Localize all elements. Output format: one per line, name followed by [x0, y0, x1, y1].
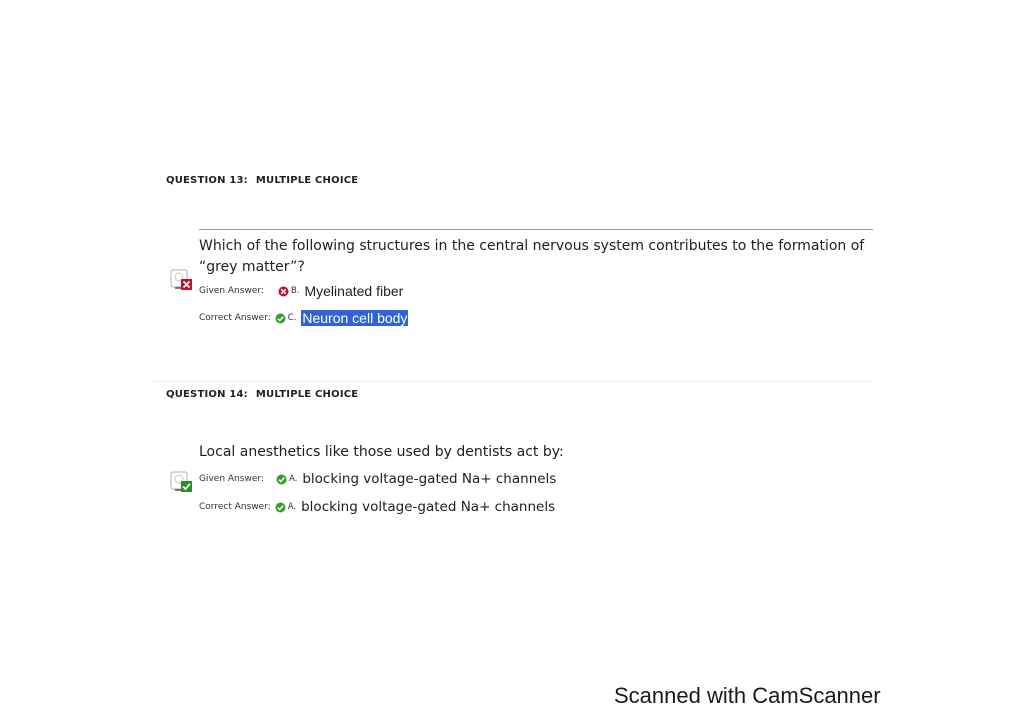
answer-letter: A.	[288, 474, 298, 484]
question-number: QUESTION 13:	[166, 175, 248, 186]
given-answer-choice: blocking voltage-gated Na+ channels	[302, 471, 557, 487]
answer-letter: C.	[287, 313, 297, 323]
incorrect-icon	[278, 286, 289, 297]
question-14-text: Local anesthetics like those used by dentists act by:	[199, 444, 564, 460]
given-answer-label: Given Answer:	[199, 474, 264, 484]
given-answer-row	[199, 283, 403, 299]
question-13-text: Which of the following structures in the central nervous system contributes to the formation of “grey matter”?	[199, 238, 865, 275]
correct-answer-row	[199, 310, 408, 326]
scanner-watermark: Scanned with CamScanner	[614, 683, 881, 708]
correct-answer-label: Correct Answer:	[199, 313, 271, 323]
question-13-header	[166, 175, 358, 186]
correct-answer-row	[199, 499, 555, 515]
question-number: QUESTION 14:	[166, 389, 248, 400]
correct-answer-label: Correct Answer:	[199, 502, 271, 512]
question-14-header	[166, 389, 358, 400]
check-icon	[275, 502, 286, 513]
check-icon	[276, 474, 287, 485]
correct-answer-choice[interactable]: Neuron cell body	[302, 310, 408, 326]
question-type: MULTIPLE CHOICE	[255, 175, 359, 186]
given-answer-choice: Myelinated fiber	[304, 283, 404, 299]
check-icon	[275, 313, 286, 324]
divider	[199, 229, 873, 230]
given-answer-row	[199, 471, 556, 487]
correct-answer-choice: blocking voltage-gated Na+ channels	[301, 499, 556, 515]
given-answer-label: Given Answer:	[199, 286, 264, 296]
question-type: MULTIPLE CHOICE	[255, 389, 359, 400]
answer-letter: A.	[287, 502, 297, 512]
incorrect-status-icon	[170, 269, 194, 291]
section-divider	[150, 381, 874, 382]
answer-letter: B.	[290, 286, 300, 296]
correct-status-icon	[170, 471, 194, 493]
